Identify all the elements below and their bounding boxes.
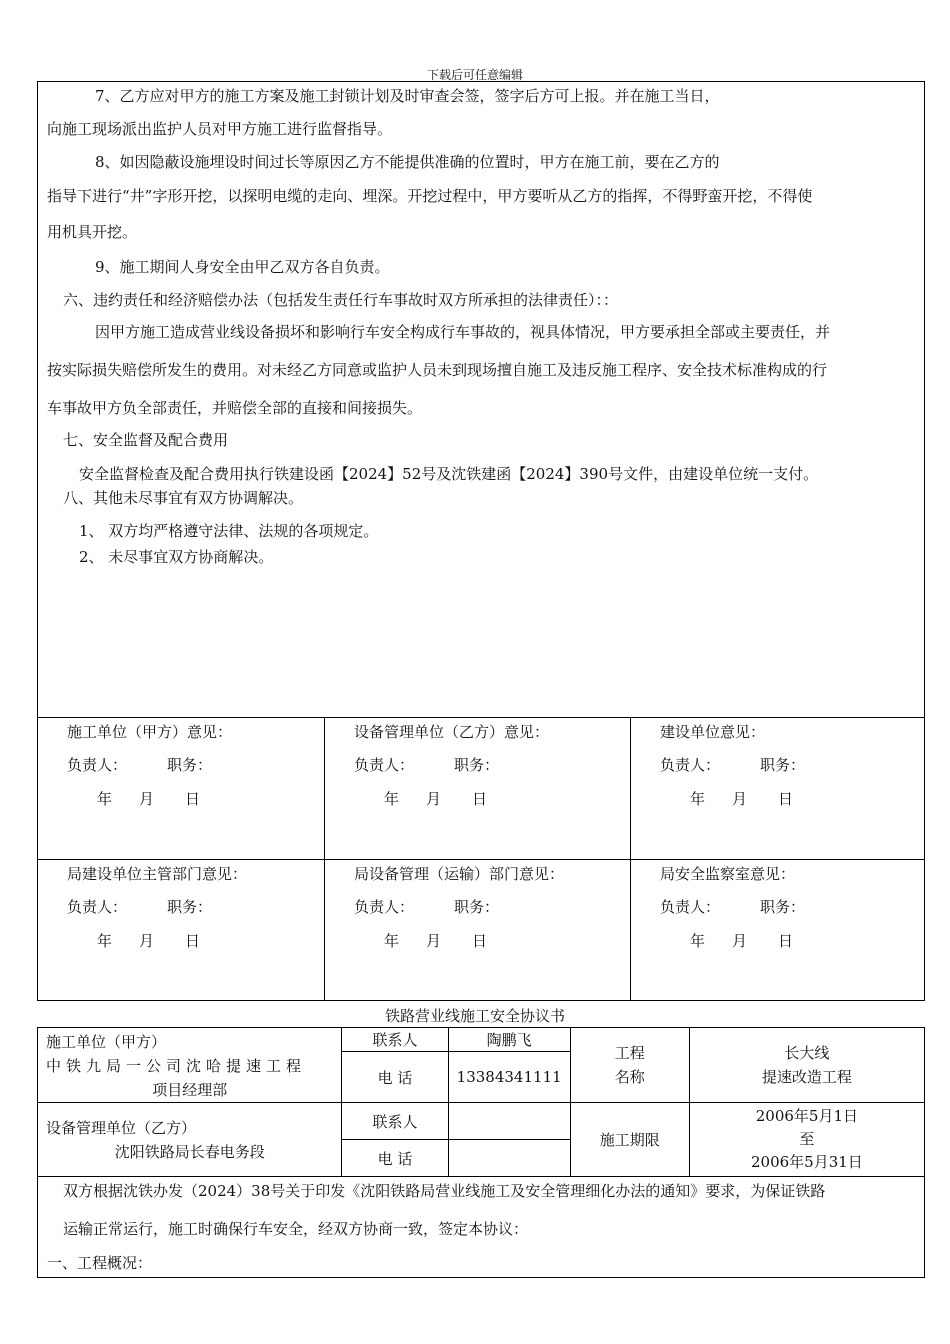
opinion-title: 局建设单位主管部门意见： <box>67 865 248 883</box>
opinion-person: 负责人： <box>660 898 721 916</box>
opinion-day: 日 <box>472 932 488 950</box>
opinion-duty: 职务： <box>454 898 500 916</box>
period-start: 2006年5月1日 <box>755 1107 859 1125</box>
opinion-month: 月 <box>426 932 442 950</box>
list-item: 2、 未尽事宜双方协商解决。 <box>79 548 274 566</box>
period-label: 施工期限 <box>570 1103 689 1177</box>
opinion-day: 日 <box>185 790 201 808</box>
contact-b <box>448 1103 570 1140</box>
opinion-year: 年 <box>690 932 706 950</box>
opinion-title: 局设备管理（运输）部门意见： <box>354 865 565 883</box>
term-line: 7、乙方应对甲方的施工方案及施工封锁计划及时审查会签，签字后方可上报。并在施工当日， <box>95 87 720 105</box>
party-a-cell <box>38 1028 342 1103</box>
opinion-month: 月 <box>139 790 155 808</box>
opinion-duty: 职务： <box>760 756 806 774</box>
term-line: 按实际损失赔偿所发生的费用。对未经乙方同意或监护人员未到现场擅自施工及违反施工程序、安全技术标准构成的行 <box>47 361 828 379</box>
opinion-person: 负责人： <box>354 898 415 916</box>
term-line: 9、施工期间人身安全由甲乙双方各自负责。 <box>95 258 390 276</box>
project-name-2: 提速改造工程 <box>761 1068 852 1086</box>
section-heading: 七、安全监督及配合费用 <box>63 431 229 449</box>
contact-a: 陶鹏飞 <box>448 1028 570 1052</box>
phone-label-b: 电 话 <box>342 1140 448 1177</box>
project-name: 长大线 <box>784 1044 830 1062</box>
opinion-duty: 职务： <box>454 756 500 774</box>
term-line: 用机具开挖。 <box>47 223 138 241</box>
opinion-person: 负责人： <box>67 756 128 774</box>
phone-b <box>448 1140 570 1177</box>
divider <box>324 717 325 1001</box>
opinion-duty: 职务： <box>167 756 213 774</box>
opinion-day: 日 <box>472 790 488 808</box>
opinion-day: 日 <box>778 932 794 950</box>
party-b-name: 沈阳铁路局长春电务段 <box>114 1142 265 1161</box>
opinion-person: 负责人： <box>354 756 415 774</box>
divider <box>38 859 924 860</box>
term-line: 因甲方施工造成营业线设备损坏和影响行车安全构成行车事故的，视具体情况，甲方要承担全部或主要责任，并 <box>95 323 831 341</box>
divider <box>38 717 924 718</box>
opinion-day: 日 <box>185 932 201 950</box>
opinion-month: 月 <box>426 790 442 808</box>
opinion-title: 局安全监察室意见： <box>660 865 796 883</box>
section-heading: 六、违约责任和经济赔偿办法（包括发生责任行车事故时双方所承担的法律责任）：： <box>63 291 619 309</box>
project-label-2: 名称 <box>614 1068 645 1086</box>
agreement-title: 铁路营业线施工安全协议书 <box>384 1007 565 1025</box>
opinion-day: 日 <box>778 790 794 808</box>
party-b-label: 设备管理单位（乙方） <box>46 1118 197 1137</box>
section-heading: 八、其他未尽事宜有双方协调解决。 <box>63 489 304 507</box>
contact-label: 联系人 <box>342 1028 448 1052</box>
phone-label: 电 话 <box>342 1052 448 1103</box>
opinion-title: 施工单位（甲方）意见： <box>67 723 233 741</box>
term-line: 安全监督检查及配合费用执行铁建设函【2024】52号及沈铁建函【2024】390号文件，由建设单位统一支付。 <box>79 465 819 483</box>
project-label: 工程 <box>614 1044 645 1062</box>
opinion-month: 月 <box>732 790 748 808</box>
party-b-cell <box>38 1103 342 1177</box>
agreement-table <box>37 1027 925 1177</box>
term-line: 指导下进行“井”字形开挖，以探明电缆的走向、埋深。开挖过程中，甲方要听从乙方的指挥，不得野蛮开挖，不得使 <box>47 187 813 205</box>
opinion-person: 负责人： <box>67 898 128 916</box>
opinion-duty: 职务： <box>167 898 213 916</box>
agreement-body <box>37 1177 925 1278</box>
page-header: 下载后可任意编辑 <box>426 68 523 82</box>
period-end: 2006年5月31日 <box>750 1153 863 1171</box>
project-name-cell <box>689 1028 924 1103</box>
party-a-name: 中铁九局一公司沈哈提速工程 <box>46 1057 307 1075</box>
opinion-title: 设备管理单位（乙方）意见： <box>354 723 550 741</box>
contact-label-b: 联系人 <box>342 1103 448 1140</box>
opinion-title: 建设单位意见： <box>660 723 766 741</box>
terms-box <box>37 81 925 1001</box>
opinion-month: 月 <box>732 932 748 950</box>
project-label-cell <box>570 1028 689 1103</box>
party-a-name-2: 项目经理部 <box>152 1081 228 1099</box>
opinion-year: 年 <box>690 790 706 808</box>
opinion-year: 年 <box>97 790 113 808</box>
opinion-year: 年 <box>97 932 113 950</box>
term-line: 车事故甲方负全部责任，并赔偿全部的直接和间接损失。 <box>47 399 423 417</box>
opinion-person: 负责人： <box>660 756 721 774</box>
term-line: 向施工现场派出监护人员对甲方施工进行监督指导。 <box>47 120 393 138</box>
intro-line: 双方根据沈铁办发（2024）38号关于印发《沈阳铁路局营业线施工及安全管理细化办法的通知》要求，为保证铁路 <box>63 1182 826 1200</box>
list-item: 1、 双方均严格遵守法律、法规的各项规定。 <box>79 522 379 540</box>
phone-a: 13384341111 <box>448 1052 570 1103</box>
opinion-duty: 职务： <box>760 898 806 916</box>
section-heading: 一、工程概况： <box>47 1254 153 1272</box>
period-to: 至 <box>799 1130 815 1148</box>
opinion-year: 年 <box>384 932 400 950</box>
period-cell <box>689 1103 924 1177</box>
opinion-year: 年 <box>384 790 400 808</box>
term-line: 8、如因隐蔽设施埋设时间过长等原因乙方不能提供准确的位置时，甲方在施工前，要在乙方的 <box>95 153 720 171</box>
party-a-label: 施工单位（甲方） <box>46 1033 167 1051</box>
divider <box>630 717 631 1001</box>
intro-line: 运输正常运行，施工时确保行车安全，经双方协商一致，签定本协议： <box>63 1220 529 1238</box>
opinion-month: 月 <box>139 932 155 950</box>
